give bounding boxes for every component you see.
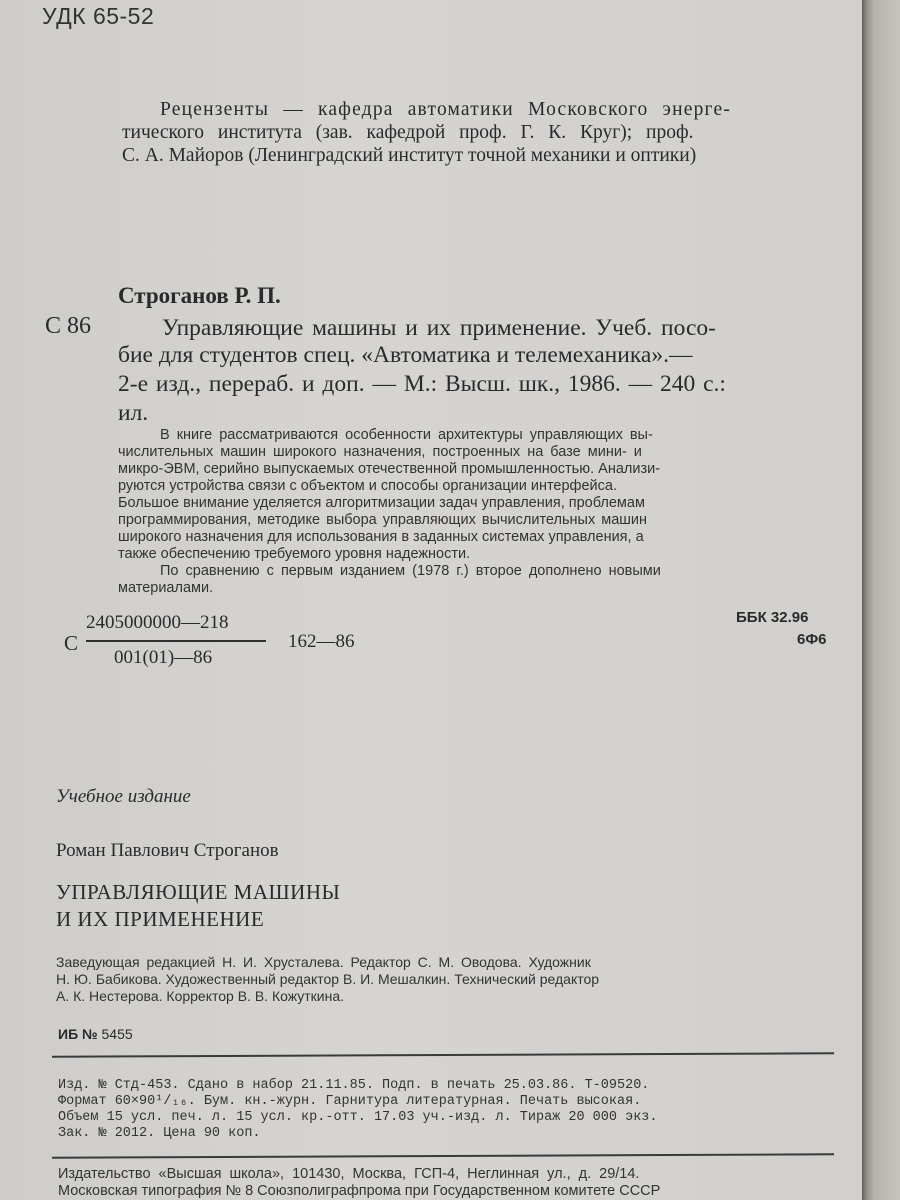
divider (52, 1052, 834, 1057)
annotation-line: программирования, методике выбора управляющих вычислительных машин (118, 512, 648, 528)
imprint-line: Объем 15 усл. печ. л. 15 усл. кр.-отт. 17.03 уч.-изд. л. Тираж 20 000 экз. (58, 1110, 658, 1125)
ib-label: ИБ № (58, 1026, 98, 1042)
catalog-title-line: бие для студентов спец. «Автоматика и телемеханика».— (118, 342, 693, 368)
udk-code: УДК 65-52 (42, 3, 155, 29)
annotation-line: По сравнению с первым изданием (1978 г.) второе дополнено новыми (160, 563, 661, 579)
annotation-line: В книге рассматриваются особенности архитектуры управляющих вы- (160, 427, 653, 443)
imprint-line: Изд. № Стд-453. Сдано в набор 21.11.85. Подп. в печать 25.03.86. Т-09520. (58, 1078, 650, 1093)
index-denominator: 001(01)—86 (114, 647, 213, 668)
imprint-line: Зак. № 2012. Цена 90 коп. (58, 1126, 261, 1141)
catalog-title-line: Управляющие машины и их применение. Учеб. посо- (162, 315, 716, 341)
author-full-name: Роман Павлович Строганов (56, 840, 279, 861)
ib-number (58, 1026, 133, 1042)
book-title-line-1: УПРАВЛЯЮЩИЕ МАШИНЫ (56, 880, 341, 904)
publisher-line: Московская типография № 8 Союзполиграфпрома при Государственном комитете СССР (58, 1183, 661, 1199)
imprint-line: Формат 60×90¹/₁₆. Бум. кн.-журн. Гарнитура литературная. Печать высокая. (58, 1094, 642, 1109)
ib-value: 5455 (101, 1026, 133, 1042)
annotation-line: руются устройства связи с объектом и способы организации интерфейса. (118, 478, 617, 494)
bbk-code: 6Ф6 (797, 631, 827, 648)
staff-line: Заведующая редакцией Н. И. Хрусталева. Редактор С. М. Оводова. Художник (56, 954, 591, 970)
annotation-line: также обеспечению требуемого уровня надежности. (118, 546, 471, 562)
page-edge (862, 0, 900, 1200)
index-letter: С (64, 631, 79, 655)
index-numerator: 2405000000—218 (86, 612, 229, 633)
annotation-line: широкого назначения для использования в заданных системах управления, а (118, 529, 644, 545)
index-code: 162—86 (288, 631, 355, 652)
reviewers-line-2: тического института (зав. кафедрой проф. Г. К. Круг); проф. (122, 122, 694, 143)
catalog-author: Строганов Р. П. (118, 283, 281, 308)
annotation-line: материалами. (118, 580, 214, 596)
bbk-label: ББК 32.96 (736, 609, 809, 626)
divider (52, 1153, 834, 1158)
catalog-title-line: 2-е изд., перераб. и доп. — М.: Высш. шк., 1986. — 240 с.: (118, 371, 726, 397)
catalog-code: С 86 (45, 313, 92, 339)
book-title-line-2: И ИХ ПРИМЕНЕНИЕ (56, 907, 265, 931)
fraction-rule (86, 640, 266, 642)
staff-line: Н. Ю. Бабикова. Художественный редактор В. И. Мешалкин. Технический редактор (56, 971, 600, 987)
publisher-line: Издательство «Высшая школа», 101430, Москва, ГСП-4, Неглинная ул., д. 29/14. (58, 1166, 640, 1182)
annotation-line: микро-ЭВМ, серийно выпускаемых отечественной промышленностью. Анализи- (118, 461, 661, 477)
reviewers-line-1: Рецензенты — кафедра автоматики Московского энерге- (160, 99, 732, 120)
edition-type: Учебное издание (56, 786, 191, 807)
reviewers-line-3: С. А. Майоров (Ленинградский институт точной механики и оптики) (122, 145, 697, 166)
annotation-line: Большое внимание уделяется алгоритмизации задач управления, проблемам (118, 495, 645, 511)
staff-line: А. К. Нестерова. Корректор В. В. Кожуткина. (56, 988, 345, 1004)
annotation-line: числительных машин широкого назначения, построенных на базе мини- и (118, 444, 642, 460)
catalog-title-line: ил. (118, 400, 149, 426)
